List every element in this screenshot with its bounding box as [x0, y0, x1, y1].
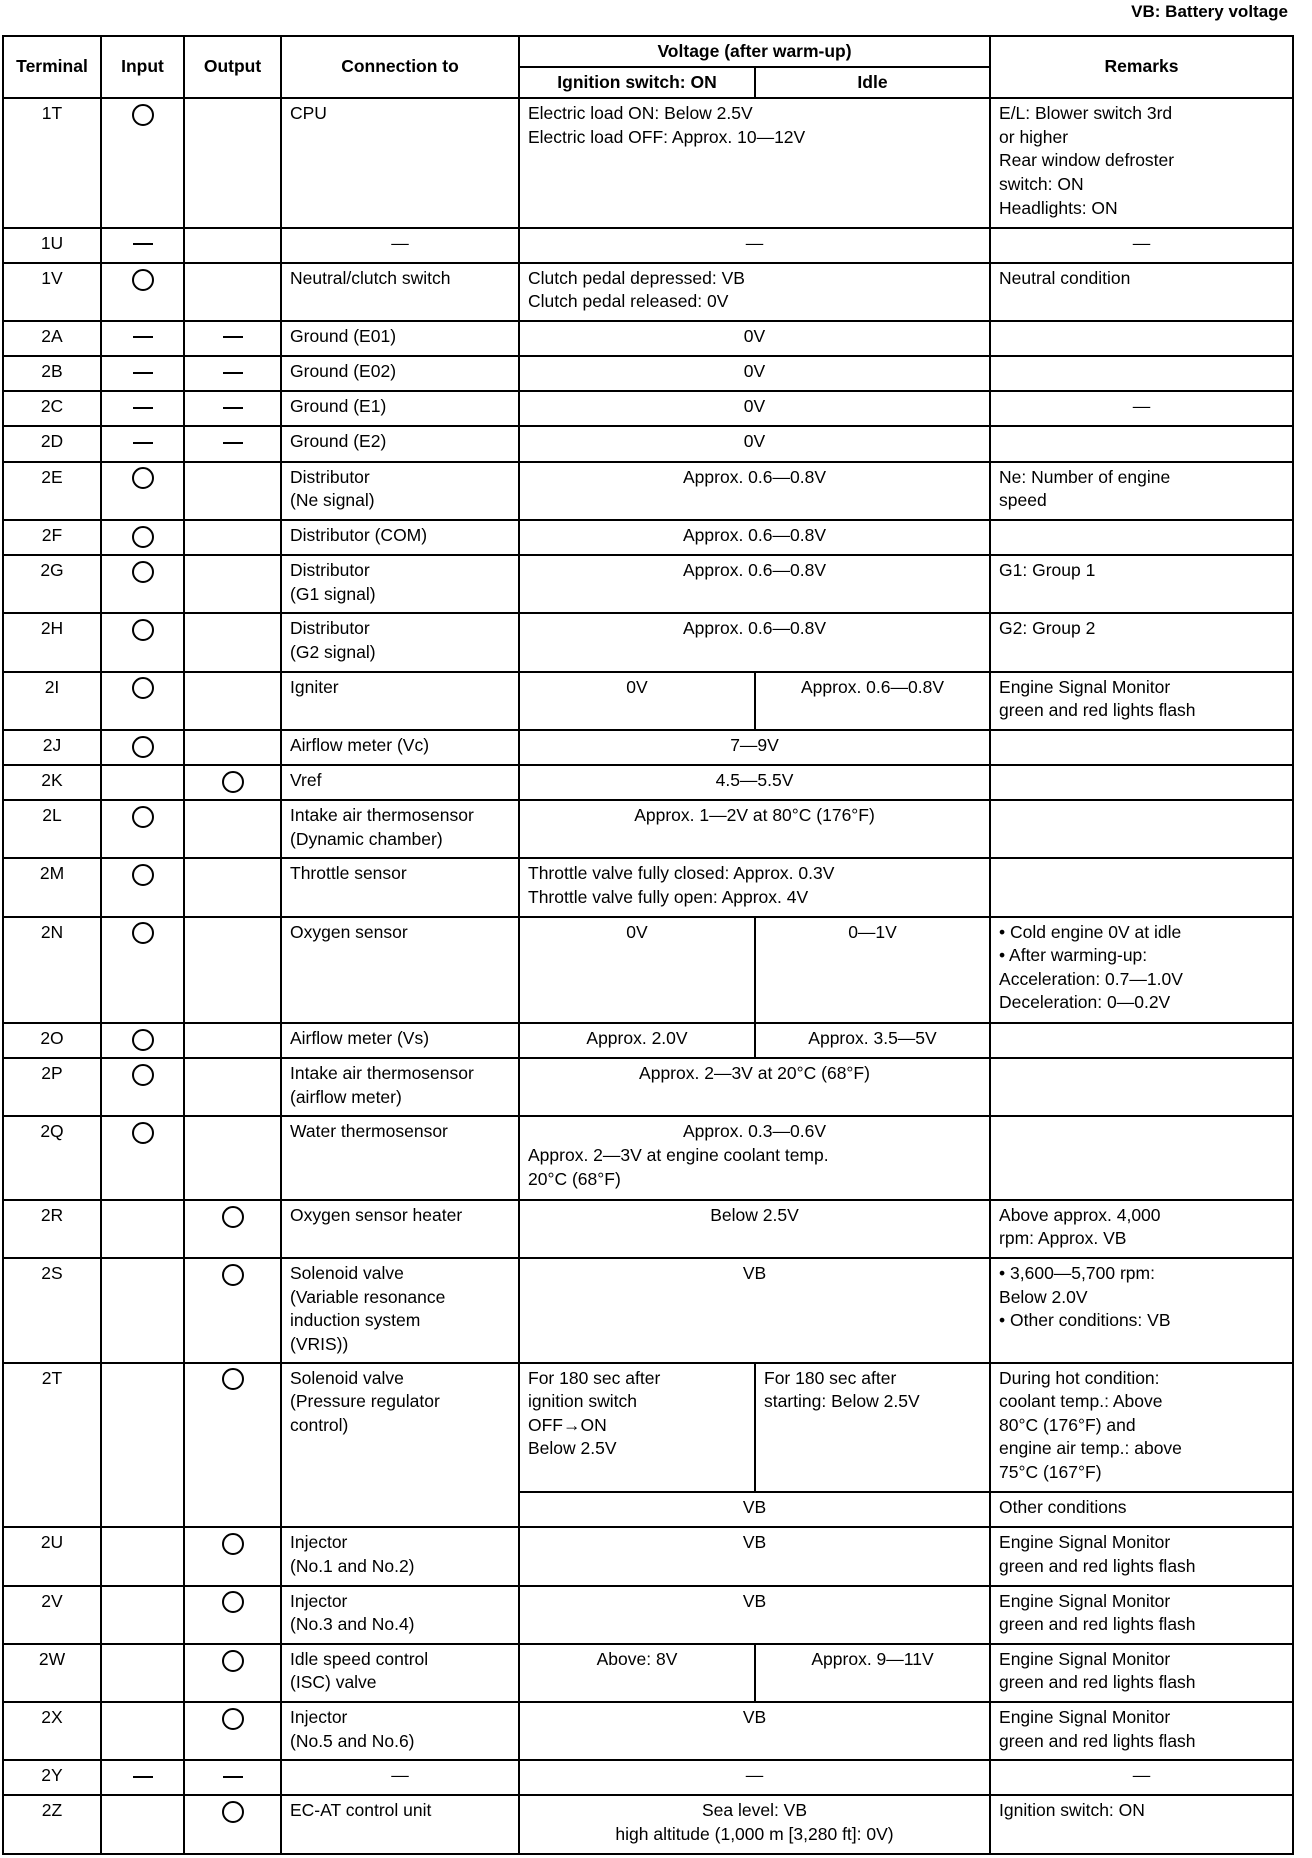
connection-cell: Distributor (COM): [281, 520, 519, 555]
input-cell: [101, 917, 184, 1023]
connection-cell: Distributor (G1 signal): [281, 555, 519, 613]
output-cell: [184, 1702, 281, 1760]
connection-cell: Idle speed control (ISC) valve: [281, 1644, 519, 1702]
table-row: [3, 1363, 1293, 1493]
output-cell: [184, 555, 281, 613]
input-cell: [101, 356, 184, 391]
voltage-cell: Approx. 0.6—0.8V: [519, 555, 990, 613]
voltage-ignition-on-cell: 0V: [519, 917, 755, 1023]
terminal-cell: 2Y: [3, 1760, 101, 1795]
connection-cell: Intake air thermosensor (Dynamic chamber): [281, 800, 519, 858]
connection-cell: —: [281, 228, 519, 263]
terminal-cell: 2K: [3, 765, 101, 800]
header-ignition-on: Ignition switch: ON: [519, 67, 755, 98]
input-marker: [133, 372, 153, 374]
terminal-cell: 2U: [3, 1527, 101, 1585]
output-cell: [184, 1795, 281, 1854]
input-cell: [101, 1795, 184, 1854]
terminal-cell: 2D: [3, 426, 101, 461]
remarks-cell: —: [990, 228, 1293, 263]
output-marker: [223, 1776, 243, 1778]
table-row: [3, 800, 1293, 858]
input-marker: [133, 442, 153, 444]
header-terminal: Terminal: [3, 36, 101, 98]
table-row: [3, 858, 1293, 916]
table-row: [3, 462, 1293, 520]
output-marker: [223, 407, 243, 409]
connection-cell: Injector (No.1 and No.2): [281, 1527, 519, 1585]
voltage-cell: Clutch pedal depressed: VB Clutch pedal released: 0V: [519, 263, 990, 321]
output-marker: [222, 1368, 244, 1390]
header-voltage: Voltage (after warm-up): [519, 36, 990, 67]
table-row: [3, 426, 1293, 461]
output-cell: [184, 356, 281, 391]
input-marker: [132, 1122, 154, 1144]
remarks-cell: Above approx. 4,000 rpm: Approx. VB: [990, 1200, 1293, 1258]
terminal-cell: 2N: [3, 917, 101, 1023]
connection-cell: Water thermosensor: [281, 1116, 519, 1199]
remarks-cell: Engine Signal Monitor green and red lights flash: [990, 1702, 1293, 1760]
input-cell: [101, 1760, 184, 1795]
remarks-cell: [990, 765, 1293, 800]
remarks-cell: [990, 520, 1293, 555]
output-cell: [184, 1258, 281, 1362]
table-row: [3, 391, 1293, 426]
voltage-ignition-on-cell: Approx. 2.0V: [519, 1023, 755, 1058]
remarks-cell: G2: Group 2: [990, 613, 1293, 671]
table-row: [3, 98, 1293, 228]
remarks-cell: [990, 1058, 1293, 1116]
voltage-cell: Electric load ON: Below 2.5V Electric load OFF: Approx. 10—12V: [519, 98, 990, 228]
input-marker: [132, 104, 154, 126]
connection-cell: Igniter: [281, 672, 519, 730]
table-row: [3, 765, 1293, 800]
input-cell: [101, 1023, 184, 1058]
terminal-voltage-table: [2, 35, 1294, 1855]
output-marker: [222, 1650, 244, 1672]
input-cell: [101, 462, 184, 520]
input-cell: [101, 730, 184, 765]
input-cell: [101, 1116, 184, 1199]
remarks-cell: G1: Group 1: [990, 555, 1293, 613]
output-marker: [223, 336, 243, 338]
remarks-cell: [990, 321, 1293, 356]
remarks-cell: Other conditions: [990, 1492, 1293, 1527]
input-cell: [101, 228, 184, 263]
input-marker: [132, 269, 154, 291]
remarks-cell: —: [990, 1760, 1293, 1795]
input-cell: [101, 1058, 184, 1116]
input-marker: [132, 561, 154, 583]
remarks-cell: Engine Signal Monitor green and red lights flash: [990, 1586, 1293, 1644]
terminal-cell: 2S: [3, 1258, 101, 1362]
output-marker: [222, 1533, 244, 1555]
output-cell: [184, 1200, 281, 1258]
output-cell: [184, 426, 281, 461]
voltage-cell: VB: [519, 1702, 990, 1760]
voltage-line: Approx. 2—3V at engine coolant temp. 20°C (68°F): [528, 1145, 829, 1189]
connection-cell: Ground (E01): [281, 321, 519, 356]
input-cell: [101, 321, 184, 356]
output-marker: [223, 372, 243, 374]
terminal-cell: 2Z: [3, 1795, 101, 1854]
input-marker: [132, 677, 154, 699]
connection-cell: Airflow meter (Vc): [281, 730, 519, 765]
voltage-cell: 0V: [519, 356, 990, 391]
voltage-ignition-on-cell: 0V: [519, 672, 755, 730]
connection-cell: Solenoid valve (Pressure regulator control): [281, 1363, 519, 1528]
connection-cell: Ground (E2): [281, 426, 519, 461]
input-cell: [101, 765, 184, 800]
remarks-cell: Neutral condition: [990, 263, 1293, 321]
remarks-cell: Engine Signal Monitor green and red lights flash: [990, 672, 1293, 730]
remarks-cell: Engine Signal Monitor green and red lights flash: [990, 1527, 1293, 1585]
input-marker: [132, 526, 154, 548]
voltage-cell: Approx. 0.6—0.8V: [519, 613, 990, 671]
table-row: [3, 613, 1293, 671]
connection-cell: Distributor (G2 signal): [281, 613, 519, 671]
input-cell: [101, 1644, 184, 1702]
voltage-cell: 0V: [519, 391, 990, 426]
input-marker: [132, 864, 154, 886]
voltage-ignition-on-cell: Above: 8V: [519, 1644, 755, 1702]
output-marker: [222, 1206, 244, 1228]
output-cell: [184, 1363, 281, 1528]
voltage-idle-cell: Approx. 3.5—5V: [755, 1023, 990, 1058]
remarks-cell: During hot condition: coolant temp.: Above 80°C (176°F) and engine air temp.: above 75°C (167°F): [990, 1363, 1293, 1493]
table-row: [3, 672, 1293, 730]
terminal-cell: 2E: [3, 462, 101, 520]
input-cell: [101, 520, 184, 555]
remarks-cell: [990, 800, 1293, 858]
header-output: Output: [184, 36, 281, 98]
table-row: [3, 1058, 1293, 1116]
voltage-idle-cell: Approx. 0.6—0.8V: [755, 672, 990, 730]
input-marker: [132, 467, 154, 489]
table-row: [3, 730, 1293, 765]
terminal-cell: 2F: [3, 520, 101, 555]
terminal-cell: 2C: [3, 391, 101, 426]
output-cell: [184, 1586, 281, 1644]
output-cell: [184, 263, 281, 321]
remarks-cell: • Cold engine 0V at idle • After warming-up: Acceleration: 0.7—1.0V Deceleration: 0—0.2V: [990, 917, 1293, 1023]
connection-cell: CPU: [281, 98, 519, 228]
output-cell: [184, 1058, 281, 1116]
table-row: [3, 555, 1293, 613]
terminal-cell: 2H: [3, 613, 101, 671]
connection-cell: —: [281, 1760, 519, 1795]
input-marker: [132, 1064, 154, 1086]
voltage-idle-cell: Approx. 9—11V: [755, 1644, 990, 1702]
terminal-cell: 2B: [3, 356, 101, 391]
terminal-cell: 2X: [3, 1702, 101, 1760]
table-row: [3, 1116, 1293, 1199]
voltage-cell: VB: [519, 1492, 990, 1527]
input-cell: [101, 98, 184, 228]
voltage-line: high altitude (1,000 m [3,280 ft]: 0V): [615, 1824, 894, 1845]
header-remarks: Remarks: [990, 36, 1293, 98]
input-marker: [133, 407, 153, 409]
connection-cell: Oxygen sensor: [281, 917, 519, 1023]
output-cell: [184, 520, 281, 555]
battery-voltage-note: VB: Battery voltage: [1131, 2, 1288, 21]
remarks-cell: Ne: Number of engine speed: [990, 462, 1293, 520]
output-cell: [184, 1644, 281, 1702]
voltage-cell: 4.5—5.5V: [519, 765, 990, 800]
voltage-cell: 0V: [519, 426, 990, 461]
voltage-idle-cell: For 180 sec after starting: Below 2.5V: [755, 1363, 990, 1493]
output-cell: [184, 1116, 281, 1199]
terminal-cell: 2L: [3, 800, 101, 858]
terminal-cell: 2W: [3, 1644, 101, 1702]
voltage-cell: 7—9V: [519, 730, 990, 765]
table-row: [3, 1760, 1293, 1795]
voltage-line: Sea level: VB: [701, 1800, 808, 1821]
output-cell: [184, 1023, 281, 1058]
voltage-cell: Below 2.5V: [519, 1200, 990, 1258]
terminal-cell: 2G: [3, 555, 101, 613]
voltage-cell: [519, 1116, 990, 1199]
input-cell: [101, 1586, 184, 1644]
voltage-cell: Approx. 1—2V at 80°C (176°F): [519, 800, 990, 858]
connection-cell: Throttle sensor: [281, 858, 519, 916]
output-cell: [184, 672, 281, 730]
remarks-cell: [990, 858, 1293, 916]
terminal-cell: 2O: [3, 1023, 101, 1058]
terminal-cell: 1U: [3, 228, 101, 263]
voltage-cell: 0V: [519, 321, 990, 356]
input-cell: [101, 426, 184, 461]
output-marker: [222, 1591, 244, 1613]
terminal-cell: 2M: [3, 858, 101, 916]
voltage-cell: Throttle valve fully closed: Approx. 0.3V Throttle valve fully open: Approx. 4V: [519, 858, 990, 916]
output-cell: [184, 1760, 281, 1795]
connection-cell: Injector (No.5 and No.6): [281, 1702, 519, 1760]
connection-cell: Intake air thermosensor (airflow meter): [281, 1058, 519, 1116]
table-row: [3, 1527, 1293, 1585]
input-cell: [101, 1258, 184, 1362]
table-row: [3, 1644, 1293, 1702]
voltage-cell: Approx. 2—3V at 20°C (68°F): [519, 1058, 990, 1116]
input-marker: [133, 243, 153, 245]
input-cell: [101, 1702, 184, 1760]
table-row: [3, 321, 1293, 356]
output-cell: [184, 462, 281, 520]
remarks-cell: Engine Signal Monitor green and red lights flash: [990, 1644, 1293, 1702]
voltage-cell: Approx. 0.6—0.8V: [519, 520, 990, 555]
remarks-cell: [990, 426, 1293, 461]
input-cell: [101, 800, 184, 858]
output-marker: [222, 1801, 244, 1823]
connection-cell: Airflow meter (Vs): [281, 1023, 519, 1058]
input-cell: [101, 1200, 184, 1258]
input-marker: [132, 736, 154, 758]
terminal-cell: 2R: [3, 1200, 101, 1258]
terminal-cell: 2A: [3, 321, 101, 356]
connection-cell: Ground (E02): [281, 356, 519, 391]
terminal-cell: 2P: [3, 1058, 101, 1116]
table-row: [3, 1023, 1293, 1058]
table-row: [3, 1258, 1293, 1362]
input-marker: [133, 336, 153, 338]
input-cell: [101, 391, 184, 426]
input-cell: [101, 555, 184, 613]
remarks-cell: [990, 356, 1293, 391]
table-row: [3, 1586, 1293, 1644]
voltage-cell: VB: [519, 1527, 990, 1585]
remarks-cell: —: [990, 391, 1293, 426]
voltage-cell: —: [519, 228, 990, 263]
voltage-cell: VB: [519, 1586, 990, 1644]
table-row: [3, 263, 1293, 321]
voltage-line: Approx. 0.3—0.6V: [683, 1121, 826, 1142]
remarks-cell: [990, 730, 1293, 765]
input-marker: [132, 619, 154, 641]
voltage-ignition-on-cell: For 180 sec after ignition switch OFF→ON Below 2.5V: [519, 1363, 755, 1493]
output-marker: [223, 442, 243, 444]
output-cell: [184, 391, 281, 426]
connection-cell: EC-AT control unit: [281, 1795, 519, 1854]
voltage-cell: [519, 1795, 990, 1854]
voltage-cell: —: [519, 1760, 990, 1795]
header-connection: Connection to: [281, 36, 519, 98]
table-row: [3, 356, 1293, 391]
table-row: [3, 1200, 1293, 1258]
terminal-cell: 2V: [3, 1586, 101, 1644]
output-cell: [184, 613, 281, 671]
terminal-cell: 2Q: [3, 1116, 101, 1199]
input-cell: [101, 613, 184, 671]
output-marker: [222, 771, 244, 793]
input-marker: [133, 1776, 153, 1778]
connection-cell: Injector (No.3 and No.4): [281, 1586, 519, 1644]
connection-cell: Distributor (Ne signal): [281, 462, 519, 520]
connection-cell: Ground (E1): [281, 391, 519, 426]
connection-cell: Neutral/clutch switch: [281, 263, 519, 321]
remarks-cell: Ignition switch: ON: [990, 1795, 1293, 1854]
header-input: Input: [101, 36, 184, 98]
output-cell: [184, 730, 281, 765]
output-cell: [184, 765, 281, 800]
terminal-cell: 1T: [3, 98, 101, 228]
table-row: [3, 1795, 1293, 1854]
terminal-cell: 2I: [3, 672, 101, 730]
input-marker: [132, 1029, 154, 1051]
header-idle: Idle: [755, 67, 990, 98]
output-cell: [184, 98, 281, 228]
input-cell: [101, 1527, 184, 1585]
voltage-cell: Approx. 0.6—0.8V: [519, 462, 990, 520]
output-cell: [184, 917, 281, 1023]
table-row: [3, 1702, 1293, 1760]
output-cell: [184, 800, 281, 858]
output-marker: [222, 1264, 244, 1286]
connection-cell: Vref: [281, 765, 519, 800]
voltage-idle-cell: 0—1V: [755, 917, 990, 1023]
terminal-cell: 1V: [3, 263, 101, 321]
input-cell: [101, 858, 184, 916]
output-cell: [184, 1527, 281, 1585]
output-marker: [222, 1708, 244, 1730]
voltage-cell: VB: [519, 1258, 990, 1362]
input-cell: [101, 263, 184, 321]
output-cell: [184, 858, 281, 916]
input-cell: [101, 1363, 184, 1528]
remarks-cell: [990, 1023, 1293, 1058]
terminal-cell: 2J: [3, 730, 101, 765]
output-cell: [184, 228, 281, 263]
connection-cell: Solenoid valve (Variable resonance induction system (VRIS)): [281, 1258, 519, 1362]
output-cell: [184, 321, 281, 356]
connection-cell: Oxygen sensor heater: [281, 1200, 519, 1258]
remarks-cell: [990, 1116, 1293, 1199]
input-marker: [132, 806, 154, 828]
input-marker: [132, 922, 154, 944]
terminal-cell: 2T: [3, 1363, 101, 1528]
table-row: [3, 228, 1293, 263]
table-row: [3, 520, 1293, 555]
input-cell: [101, 672, 184, 730]
remarks-cell: E/L: Blower switch 3rd or higher Rear window defroster switch: ON Headlights: ON: [990, 98, 1293, 228]
table-row: [3, 917, 1293, 1023]
remarks-cell: • 3,600—5,700 rpm: Below 2.0V • Other conditions: VB: [990, 1258, 1293, 1362]
